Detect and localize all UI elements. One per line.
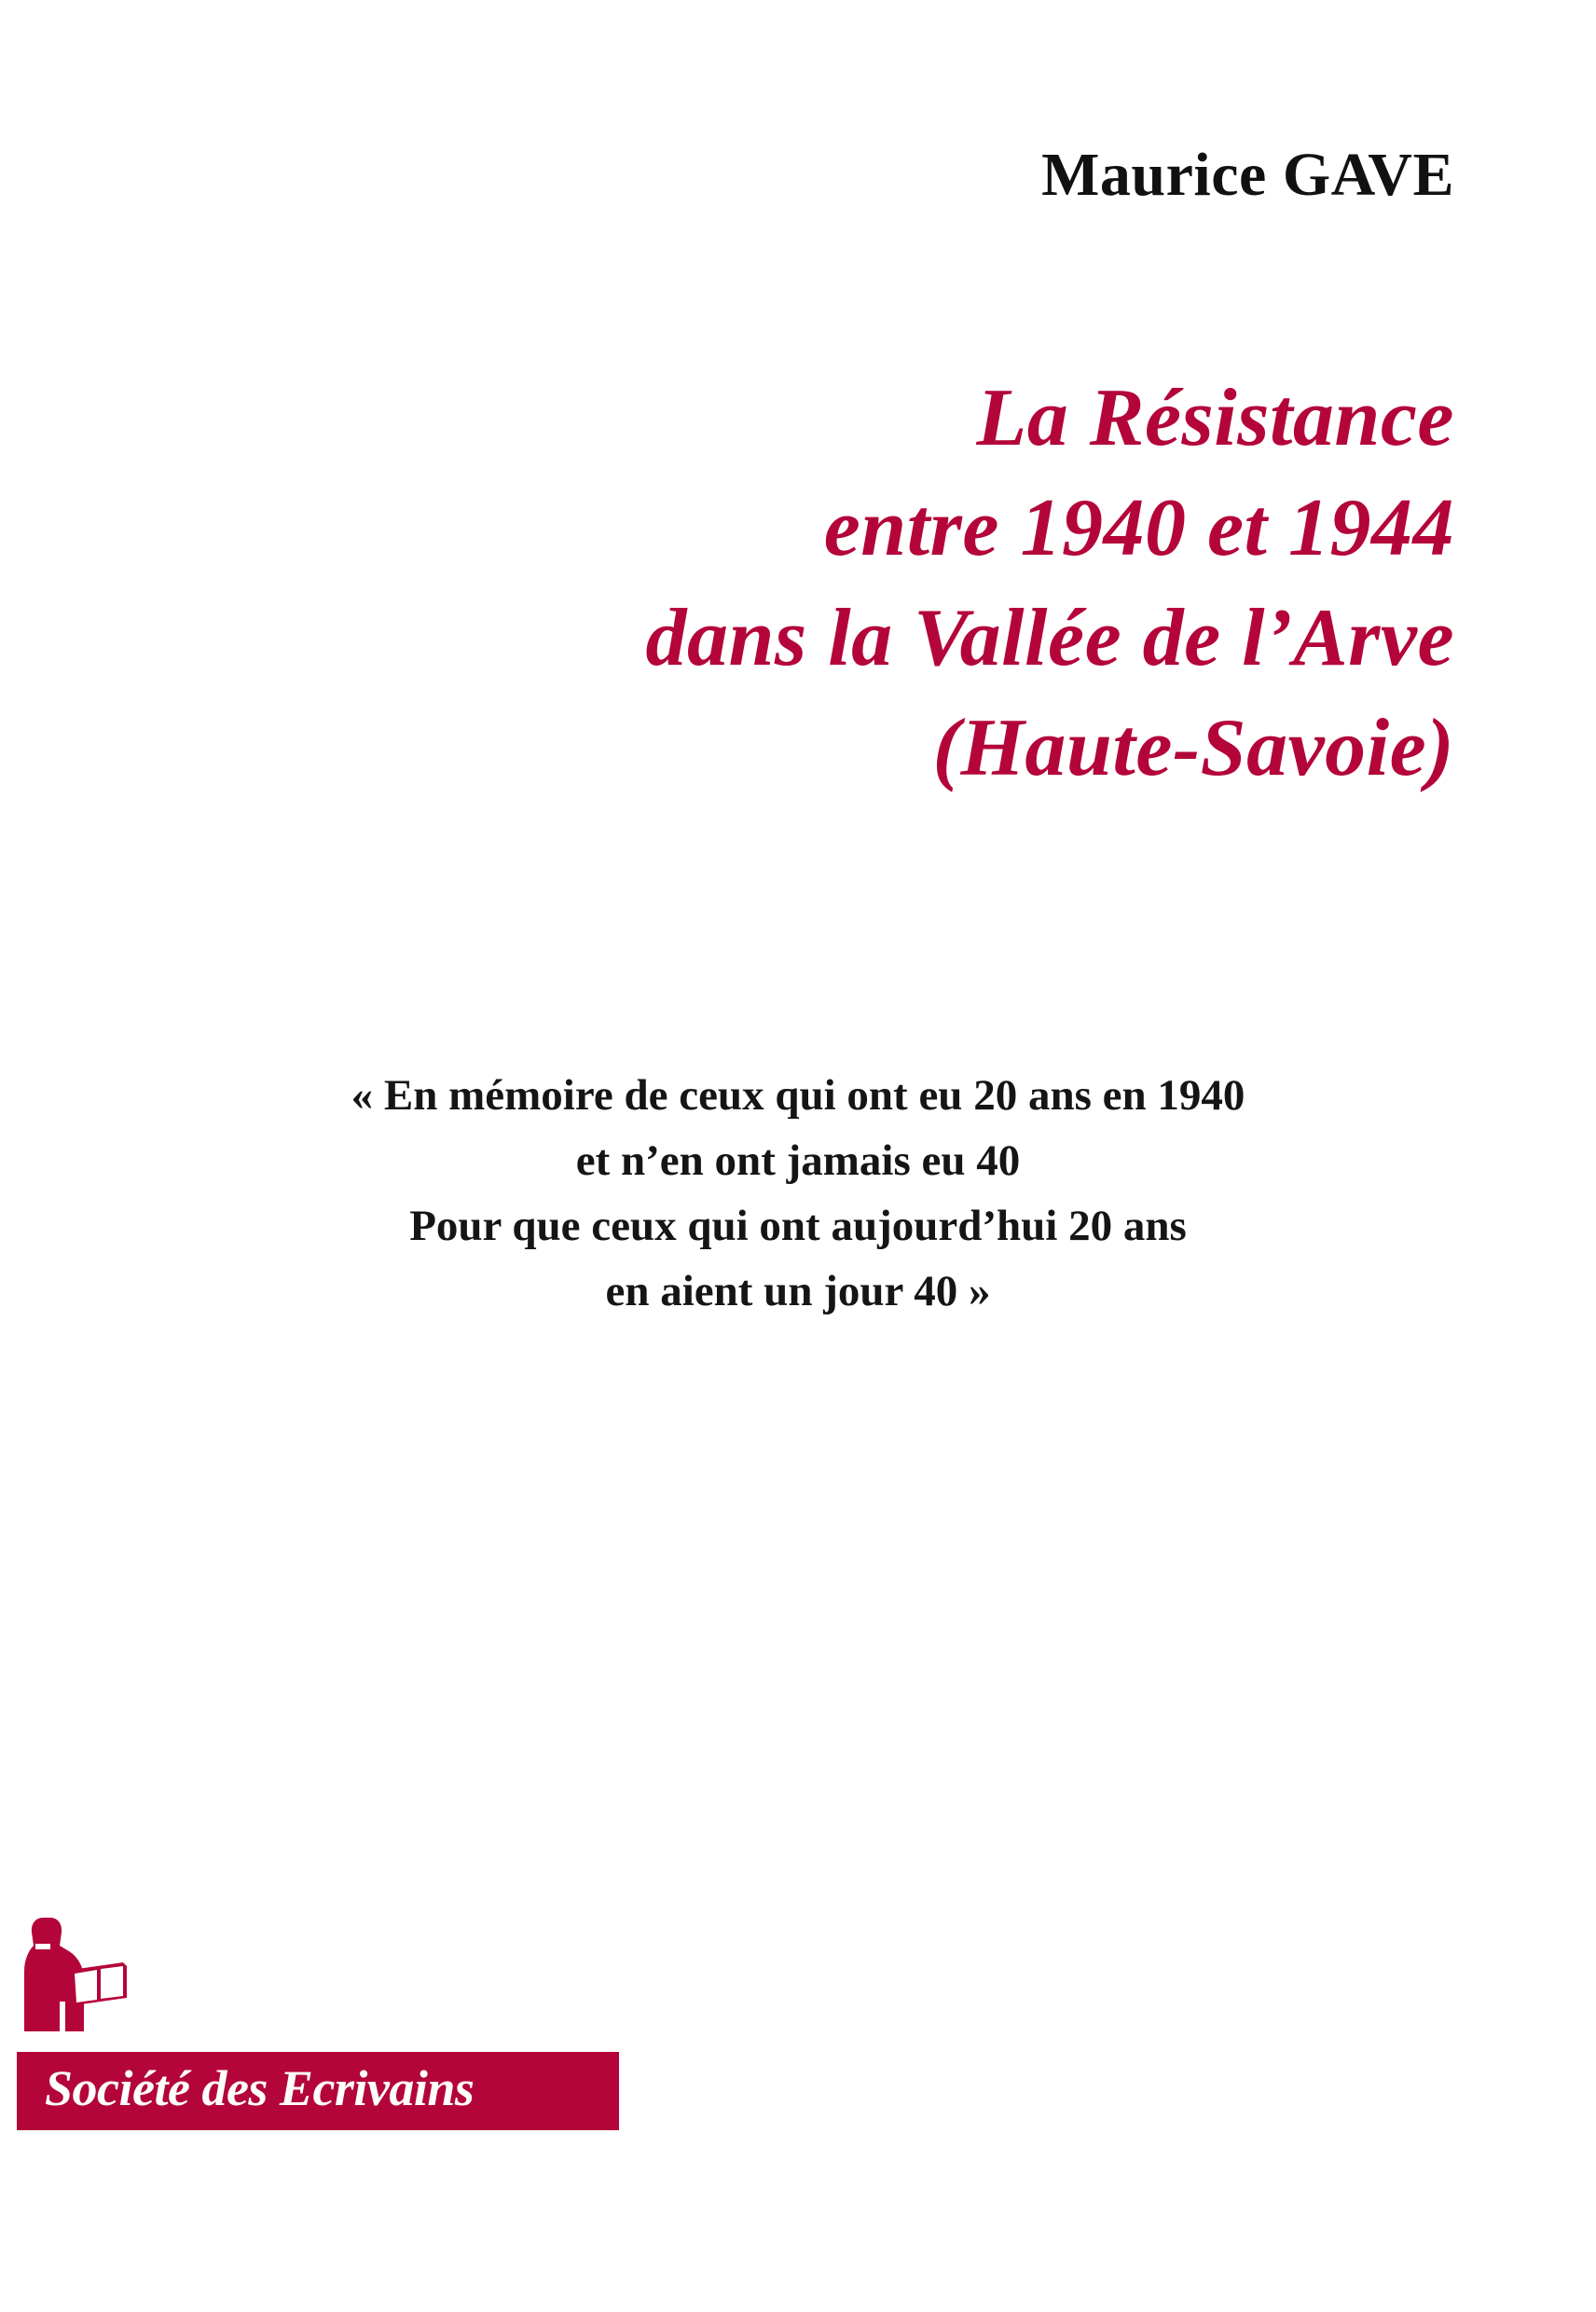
reader-figure-icon <box>22 1912 134 2043</box>
title-line-3: dans la Vallée de l’Arve <box>645 592 1454 683</box>
epigraph-line-1: « En mémoire de ceux qui ont eu 20 ans en 1940 <box>351 1071 1245 1120</box>
book-title <box>336 364 1454 804</box>
epigraph-line-2: et n’en ont jamais eu 40 <box>575 1136 1021 1186</box>
epigraph <box>0 1063 1596 1324</box>
author-name: Maurice GAVE <box>1041 141 1454 209</box>
publisher-name: Société des Ecrivains <box>45 2060 475 2116</box>
epigraph-line-3: Pour que ceux qui ont aujourd’hui 20 ans <box>409 1202 1187 1251</box>
publisher-logo <box>17 1888 632 2130</box>
title-line-1: La Résistance <box>976 373 1454 463</box>
title-line-2: entre 1940 et 1944 <box>823 482 1454 573</box>
publisher-banner <box>17 2052 619 2130</box>
title-line-4: (Haute-Savoie) <box>932 702 1454 793</box>
epigraph-line-4: en aient un jour 40 » <box>605 1267 991 1316</box>
